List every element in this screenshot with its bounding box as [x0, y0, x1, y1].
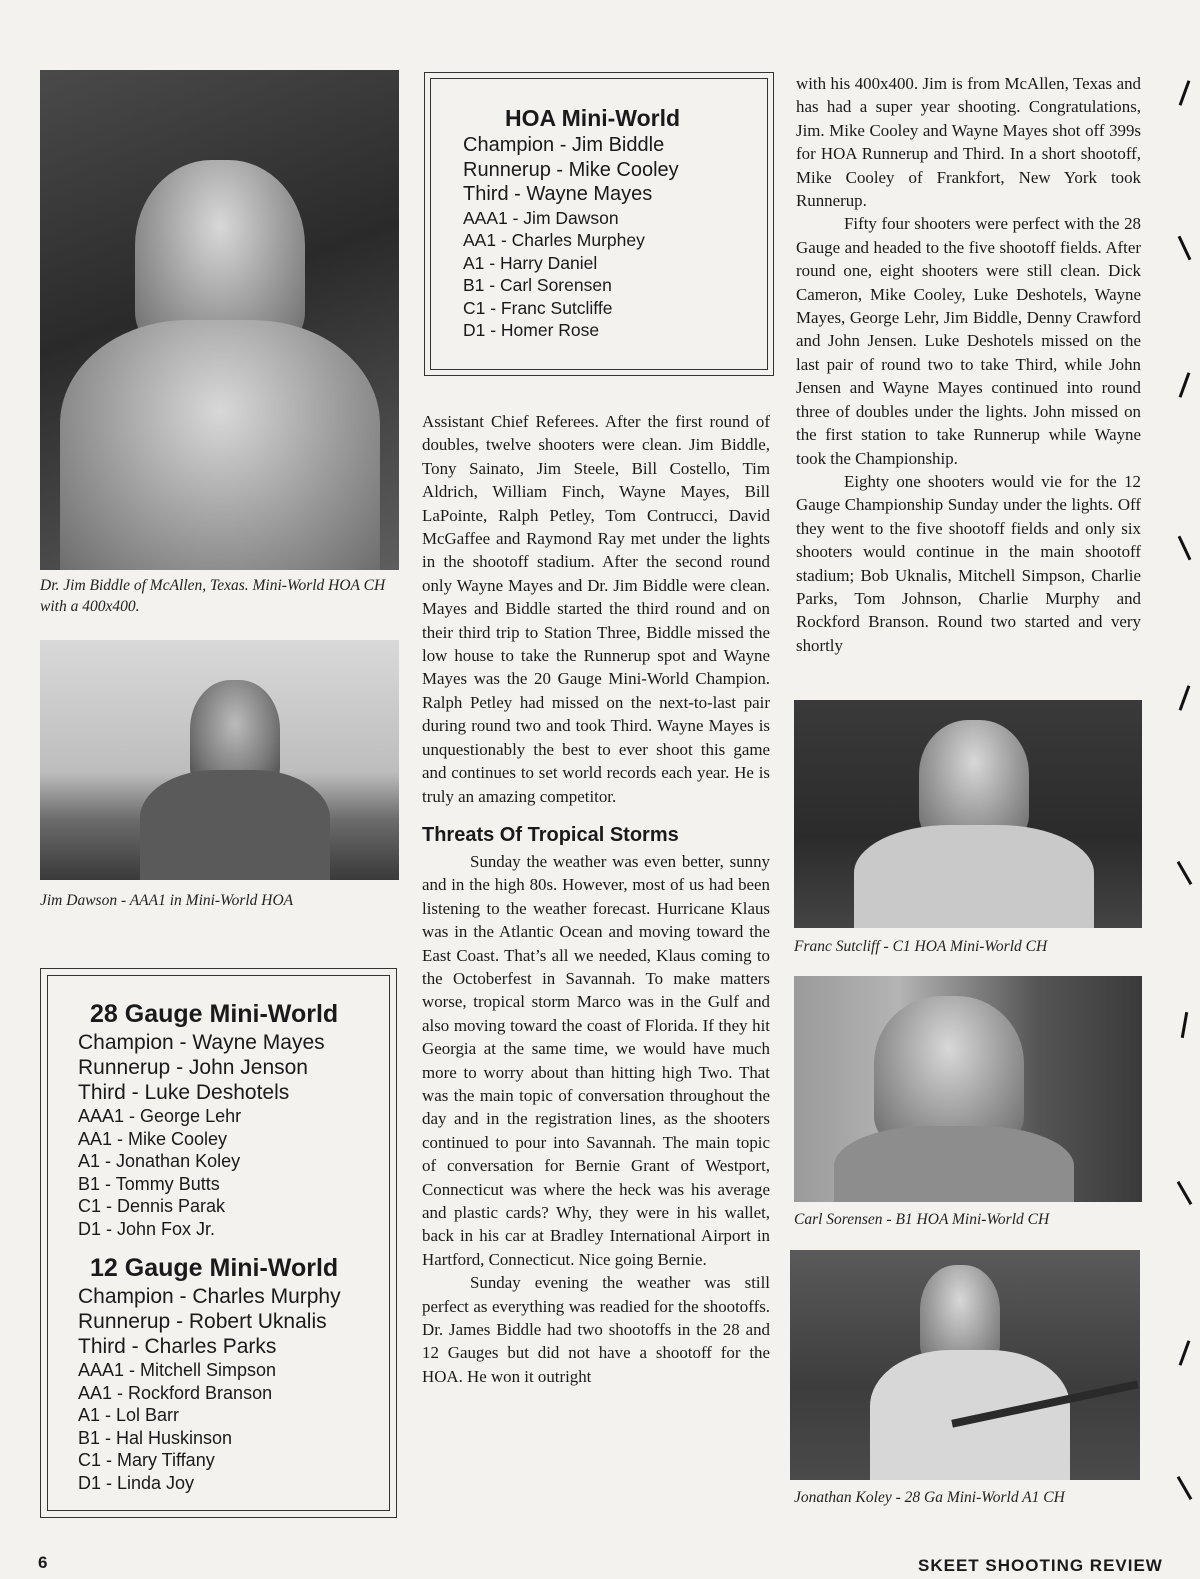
caption-franc-sutcliff: Franc Sutcliff - C1 HOA Mini-World CH: [794, 938, 1048, 955]
photo-franc-sutcliff: [794, 700, 1142, 928]
result-line: Runnerup - Mike Cooley: [463, 158, 679, 181]
edge-mark: [1179, 80, 1191, 105]
article-column-middle: [422, 410, 770, 1388]
class-line: B1 - Tommy Butts: [78, 1173, 220, 1194]
edge-mark: [1178, 536, 1192, 561]
magazine-name: SKEET SHOOTING REVIEW: [918, 1556, 1163, 1575]
photo-jim-dawson: [40, 640, 399, 880]
class-line: C1 - Mary Tiffany: [78, 1450, 215, 1470]
box-hoa-content: [463, 103, 753, 342]
box-title: 12 Gauge Mini-World: [90, 1254, 339, 1282]
result-line: Champion - Jim Biddle: [463, 134, 665, 156]
class-line: A1 - Lol Barr: [78, 1405, 180, 1425]
caption-jim-dawson: Jim Dawson - AAA1 in Mini-World HOA: [40, 892, 294, 909]
box-28-gauge: [78, 998, 378, 1240]
edge-mark: [1179, 372, 1191, 397]
photo-jonathan-koley: [790, 1250, 1140, 1480]
caption-jim-biddle: Dr. Jim Biddle of McAllen, Texas. Mini-World HOA CH with a 400x400.: [40, 577, 386, 615]
page-number: 6: [38, 1553, 48, 1572]
article-paragraph: with his 400x400. Jim is from McAllen, Texas and has had a super year shooting. Congratulations, Jim. Mike Cooley and Wayne Mayes shot off 399s for HOA Runnerup and Third. In a short shootoff, Mike Cooley of Frankfort, New York took Runnerup.: [796, 74, 1141, 211]
class-line: B1 - Hal Huskinson: [78, 1427, 233, 1448]
result-line: Champion - Wayne Mayes: [78, 1031, 325, 1054]
caption-jonathan-koley: Jonathan Koley - 28 Ga Mini-World A1 CH: [794, 1489, 1065, 1506]
article-paragraph: Sunday the weather was even better, sunny and in the high 80s. However, most of us had been listening to the weather forecast. Hurricane Klaus was in the Atlantic Ocean and moving toward the East Coast. That’s all we needed, Klaus coming to the Octoberfest in Savannah. To make matters worse, tropical storm Marco was in the Gulf and also moving toward the coast of Florida. If they hit Georgia at the same time, we would have much more to worry about than hitting high Two. That was the main topic of conversation throughout the day and in the registration lines, as the shooters continued to pour into Savannah. The main topic of conversation for Bernie Grant of Westport, Connecticut was where the heck was his average and plastic cards? Why, they were in his wallet, back in his car at Bradley International Airport in Hartford, Connecticut. Nice going Bernie.: [422, 851, 770, 1269]
result-line: Third - Luke Deshotels: [78, 1081, 290, 1104]
class-line: C1 - Dennis Parak: [78, 1196, 226, 1216]
class-line: D1 - Linda Joy: [78, 1472, 195, 1493]
class-line: AA1 - Charles Murphey: [463, 230, 645, 250]
result-line: Runnerup - John Jenson: [78, 1056, 308, 1079]
box-title: HOA Mini-World: [505, 105, 681, 131]
results-box-28-12-gauge: [40, 968, 397, 1518]
article-paragraph: Eighty one shooters would vie for the 12 Gauge Championship Sunday under the lights. Off they went to the five shootoff fields and only six shooters would continue in the main shootoff stadium; Bob Uknalis, Mitchell Simpson, Charlie Parks, Tom Johnson, Charlie Murphy and Rockford Branson. Round two started and very shortly: [796, 471, 1141, 655]
edge-mark: [1177, 1181, 1193, 1205]
result-line: Champion - Charles Murphy: [78, 1285, 341, 1308]
class-line: D1 - Homer Rose: [463, 320, 600, 340]
photo-jim-biddle: [40, 70, 399, 570]
article-paragraph: Sunday evening the weather was still perfect as everything was readied for the shootoffs. Dr. James Biddle had two shootoffs in the 28 and 12 Gauges but did not have a shootoff for the HOA. He won it outright: [422, 1273, 770, 1386]
edge-mark: [1178, 236, 1192, 261]
caption-carl-sorensen: Carl Sorensen - B1 HOA Mini-World CH: [794, 1211, 1050, 1228]
class-line: AAA1 - Mitchell Simpson: [78, 1360, 277, 1380]
class-line: C1 - Franc Sutcliffe: [463, 297, 613, 318]
results-box-hoa: [424, 72, 774, 376]
article-column-right: [796, 72, 1141, 657]
result-line: Third - Charles Parks: [78, 1335, 277, 1358]
box-12-gauge: [78, 1252, 378, 1494]
result-line: Third - Wayne Mayes: [463, 183, 653, 205]
photo-carl-sorensen: [794, 976, 1142, 1202]
section-heading: Threats Of Tropical Storms: [422, 823, 679, 846]
class-line: B1 - Carl Sorensen: [463, 275, 612, 295]
edge-mark: [1179, 1340, 1191, 1365]
class-line: D1 - John Fox Jr.: [78, 1218, 216, 1239]
class-line: AAA1 - George Lehr: [78, 1106, 242, 1126]
edge-mark: [1177, 861, 1193, 885]
class-line: A1 - Harry Daniel: [463, 252, 598, 273]
edge-mark: [1177, 1476, 1193, 1500]
article-paragraph: Fifty four shooters were perfect with the 28 Gauge and headed to the five shootoff fields. After round one, eight shooters were still clean. Dick Cameron, Mike Cooley, Luke Deshotels, Wayne Mayes, George Lehr, Jim Biddle, Denny Crawford and John Jensen. Luke Deshotels missed on the last pair of round two to take Third, while John Jensen and Wayne Mayes continued into round three of doubles under the lights. John missed on the first station to take Runnerup while Wayne took the Championship.: [796, 214, 1141, 468]
result-line: Runnerup - Robert Uknalis: [78, 1310, 327, 1333]
class-line: AA1 - Rockford Branson: [78, 1382, 273, 1403]
class-line: A1 - Jonathan Koley: [78, 1151, 241, 1171]
class-line: AA1 - Mike Cooley: [78, 1128, 228, 1149]
box-title: 28 Gauge Mini-World: [90, 1000, 339, 1028]
article-paragraph: Assistant Chief Referees. After the first round of doubles, twelve shooters were clean. Jim Biddle, Tony Sainato, Jim Steele, Bill Costello, Tim Aldrich, William Finch, Wayne Mayes, Bill LaPointe, Ralph Petley, Tom Contrucci, David McGaffee and Raymond Ray met under the lights in the shootoff stadium. After the second round only Wayne Mayes and Dr. Jim Biddle were clean. Mayes and Biddle started the third round and on their third trip to Station Three, Biddle missed the low house to take the Runnerup spot and Wayne Mayes was the 20 Gauge Mini-World Champion. Ralph Petley had missed on the next-to-last pair during round two and took Third. Wayne Mayes is unquestionably the best to ever shoot this game and continues to set world records each year. He is truly an amazing competitor.: [422, 412, 770, 806]
edge-mark: [1181, 1012, 1188, 1038]
class-line: AAA1 - Jim Dawson: [463, 207, 619, 228]
edge-mark: [1179, 685, 1191, 710]
